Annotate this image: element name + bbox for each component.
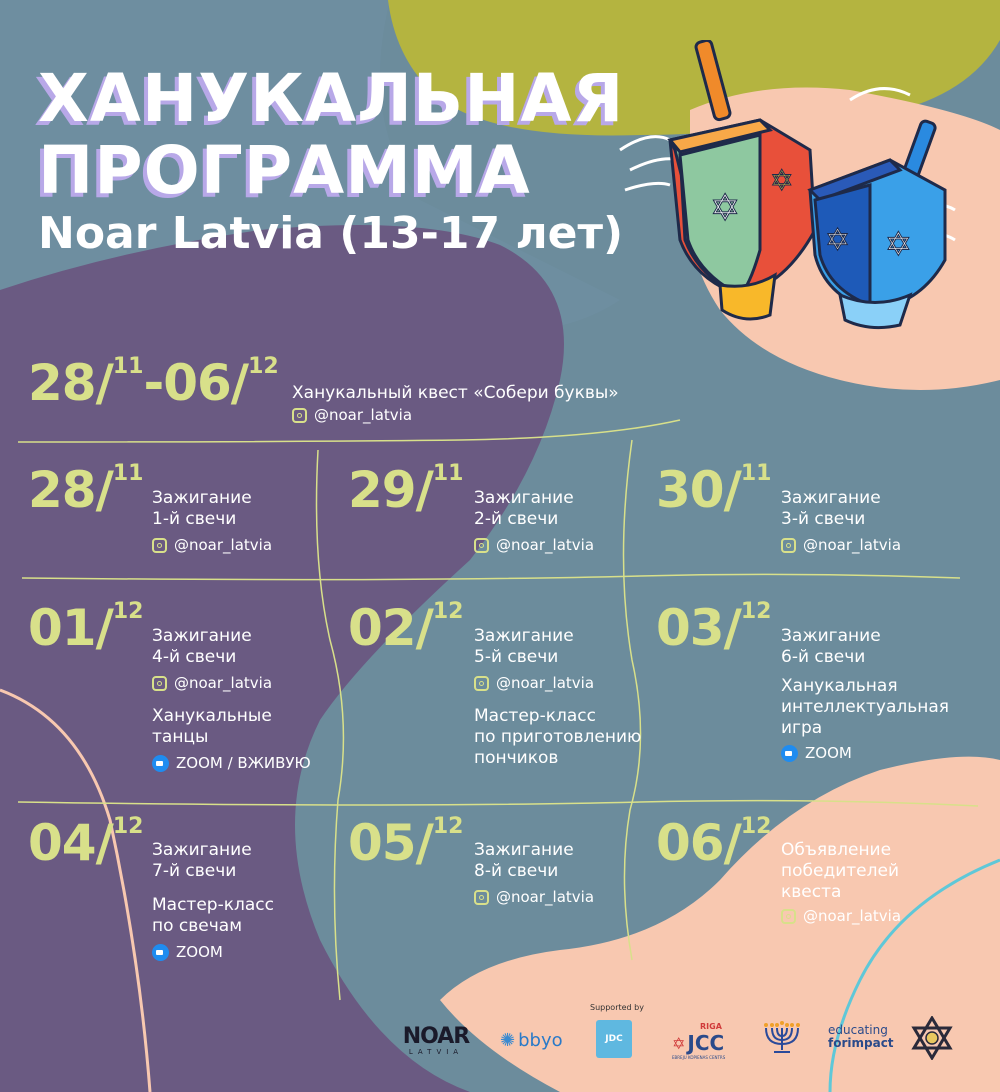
day-05-day: 05/: [348, 814, 433, 872]
quest-title: Ханукальный квест «Собери буквы»: [292, 383, 619, 403]
day-01-month: 12: [112, 599, 144, 624]
forimpact-logo-text: forimpact: [828, 1036, 894, 1050]
jdc-logo-text: JDC: [605, 1034, 623, 1044]
day-01-event: [152, 626, 252, 668]
day-06-month: 12: [740, 814, 772, 839]
day-29-event: [474, 488, 574, 530]
quest-handle: @noar_latvia: [314, 406, 413, 424]
star-of-david-emblem-icon: [910, 1016, 954, 1060]
zoom-text: ZOOM: [805, 744, 852, 762]
event-line: 4-й свечи: [152, 647, 237, 667]
handle-text: @noar_latvia: [174, 674, 273, 692]
event-line: Зажигание: [474, 626, 574, 646]
title-line-2: ПРОГРАММА: [38, 132, 531, 209]
event-line: Зажигание: [781, 488, 881, 508]
event-line: Зажигание: [781, 626, 881, 646]
event-line: по приготовлению: [474, 727, 642, 747]
event-line: 3-й свечи: [781, 509, 866, 529]
day-28-date: [28, 461, 144, 519]
zoom-text: ZOOM / ВЖИВУЮ: [176, 754, 311, 772]
event-line: Зажигание: [152, 488, 252, 508]
event-line: 2-й свечи: [474, 509, 559, 529]
dreidel-illustration: [610, 40, 970, 330]
day-04-month: 12: [112, 814, 144, 839]
day-04-day: 04/: [28, 814, 113, 872]
event-line: Зажигание: [152, 840, 252, 860]
zoom-text: ZOOM: [176, 943, 223, 961]
instagram-icon: [474, 890, 489, 905]
event-line: игра: [781, 718, 823, 738]
handle-text: @noar_latvia: [496, 674, 595, 692]
day-02-instagram-link[interactable]: [474, 674, 594, 692]
menorah-logo-icon: [760, 1018, 804, 1058]
day-01-date: [28, 599, 144, 657]
svg-text:✡: ✡: [825, 223, 851, 258]
handle-text: @noar_latvia: [496, 536, 595, 554]
zoom-icon: [781, 745, 798, 762]
event-line: по свечам: [152, 916, 243, 936]
day-30-month: 11: [740, 461, 772, 486]
event-line: Объявление: [781, 840, 892, 860]
quest-date-end-month: 12: [248, 354, 279, 379]
day-06-event: [781, 840, 899, 903]
day-29-date: [348, 461, 464, 519]
day-02-date: [348, 599, 464, 657]
day-29-month: 11: [432, 461, 464, 486]
instagram-icon: [474, 676, 489, 691]
day-03-event: [781, 626, 881, 668]
instagram-icon: [781, 538, 796, 553]
day-04-date: [28, 814, 144, 872]
riga-logo-text: RIGA: [700, 1022, 722, 1031]
zoom-icon: [152, 755, 169, 772]
blue-dreidel-icon: [810, 120, 945, 328]
event-line: 8-й свечи: [474, 861, 559, 881]
quest-date: [28, 354, 279, 412]
day-05-date: [348, 814, 464, 872]
educating-for-impact-logo: [828, 1024, 894, 1050]
day-05-month: 12: [432, 814, 464, 839]
event-line: пончиков: [474, 748, 559, 768]
event-line: Зажигание: [152, 626, 252, 646]
zoom-icon: [152, 944, 169, 961]
instagram-icon: [292, 408, 307, 423]
day-03-zoom-link[interactable]: [781, 744, 852, 762]
day-06-instagram-link[interactable]: [781, 907, 901, 925]
quest-instagram-link[interactable]: [292, 406, 412, 424]
day-03-extra-event: [781, 676, 949, 739]
day-04-zoom-link[interactable]: [152, 943, 223, 961]
supported-by-label: Supported by: [590, 1003, 644, 1012]
day-30-instagram-link[interactable]: [781, 536, 901, 554]
orange-dreidel-icon: [670, 40, 815, 319]
noar-logo-text: NOAR: [402, 1024, 470, 1049]
day-06-date: [656, 814, 772, 872]
handle-text: @noar_latvia: [174, 536, 273, 554]
event-line: 5-й свечи: [474, 647, 559, 667]
day-01-instagram-link[interactable]: [152, 674, 272, 692]
day-28-month: 11: [112, 461, 144, 486]
event-line: 7-й свечи: [152, 861, 237, 881]
day-28-event: [152, 488, 252, 530]
noar-latvia-logo: [396, 1026, 476, 1056]
day-03-day: 03/: [656, 599, 741, 657]
jdc-logo: [596, 1020, 632, 1058]
day-02-month: 12: [432, 599, 464, 624]
day-02-event: [474, 626, 574, 668]
jcc-logo-sub: EBREJU KOPIENAS CENTRS: [672, 1055, 726, 1060]
day-01-extra-event: [152, 706, 272, 748]
handle-text: @noar_latvia: [803, 536, 902, 554]
event-line: Мастер-класс: [474, 706, 596, 726]
quest-date-start-month: 11: [112, 354, 144, 379]
day-30-day: 30/: [656, 461, 741, 519]
event-line: интеллектуальная: [781, 697, 950, 717]
event-line: 6-й свечи: [781, 647, 866, 667]
day-06-day: 06/: [656, 814, 741, 872]
event-line: Зажигание: [474, 840, 574, 860]
day-30-date: [656, 461, 772, 519]
instagram-icon: [474, 538, 489, 553]
educating-logo-text: educating: [828, 1023, 888, 1037]
day-01-day: 01/: [28, 599, 113, 657]
jcc-logo-text: JCC: [687, 1031, 725, 1055]
day-30-event: [781, 488, 881, 530]
handle-text: @noar_latvia: [803, 907, 902, 925]
day-02-day: 02/: [348, 599, 433, 657]
bbyo-logo: [500, 1030, 563, 1051]
day-29-instagram-link[interactable]: [474, 536, 594, 554]
svg-text:✡: ✡: [710, 188, 741, 229]
event-line: Ханукальные: [152, 706, 272, 726]
event-line: 1-й свечи: [152, 509, 237, 529]
day-05-instagram-link[interactable]: [474, 888, 594, 906]
title-line-1: ХАНУКАЛЬНАЯ: [38, 60, 625, 137]
event-line: Ханукальная: [781, 676, 898, 696]
quest-date-start: 28/: [28, 354, 113, 412]
day-05-event: [474, 840, 574, 882]
event-line: танцы: [152, 727, 209, 747]
jcc-star-icon: ✡: [672, 1033, 686, 1053]
instagram-icon: [781, 909, 796, 924]
day-02-extra-event: [474, 706, 641, 769]
noar-logo-sub: LATVIA: [408, 1048, 464, 1056]
day-28-day: 28/: [28, 461, 113, 519]
event-line: Мастер-класс: [152, 895, 274, 915]
day-03-month: 12: [740, 599, 772, 624]
event-line: победителей: [781, 861, 899, 881]
svg-text:✡: ✡: [770, 164, 794, 197]
day-29-day: 29/: [348, 461, 433, 519]
handle-text: @noar_latvia: [496, 888, 595, 906]
quest-date-end: -06/: [143, 354, 249, 412]
instagram-icon: [152, 538, 167, 553]
day-04-extra-event: [152, 895, 274, 937]
day-01-zoom-link[interactable]: [152, 754, 311, 772]
day-28-instagram-link[interactable]: [152, 536, 272, 554]
instagram-icon: [152, 676, 167, 691]
day-04-event: [152, 840, 252, 882]
bbyo-menorah-icon: ✺: [500, 1030, 516, 1051]
bbyo-logo-text: bbyo: [518, 1030, 563, 1051]
title-line-3: Noar Latvia (13-17 лет): [38, 208, 624, 259]
event-line: Зажигание: [474, 488, 574, 508]
riga-jcc-logo: [672, 1022, 742, 1060]
svg-text:✡: ✡: [885, 225, 912, 263]
event-line: квеста: [781, 882, 842, 902]
day-03-date: [656, 599, 772, 657]
